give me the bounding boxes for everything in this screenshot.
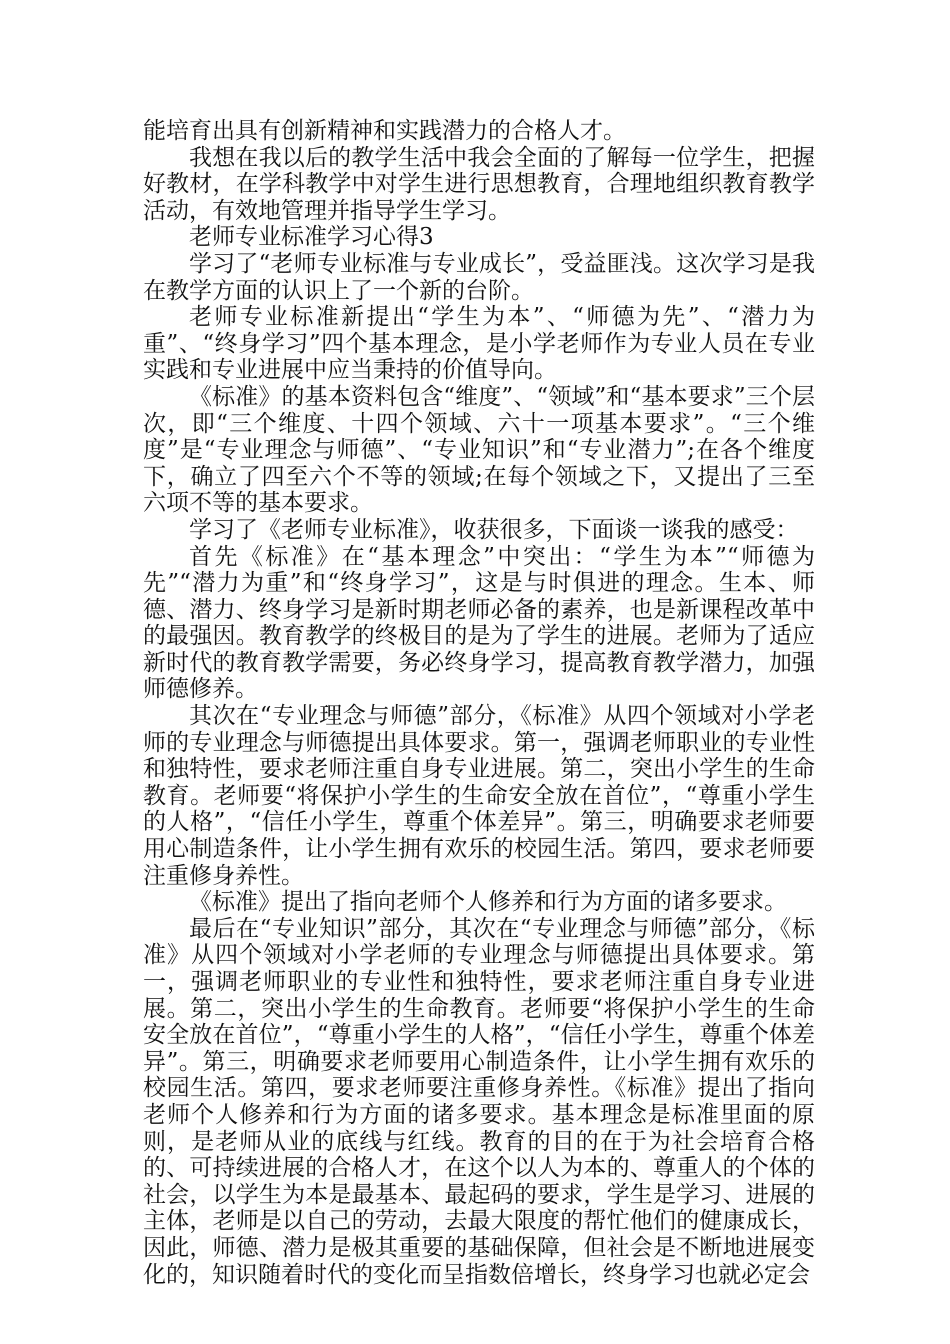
paragraph-6: 学习了《老师专业标准》，收获很多，下面谈一谈我的感受：	[189, 516, 799, 543]
paragraph-1: 能培育出具有创新精神和实践潜力的合格人才。	[143, 118, 626, 144]
section-heading: 老师专业标准学习心得3	[189, 224, 434, 251]
document-body	[143, 118, 815, 1288]
paragraph-4: 老师专业标准新提出“学生为本”、“师德为先”、“潜力为重”、“终身学习”四个基本理念，是小学老师作为专业人员在专业实践和专业进展中应当秉持的价值导向。	[143, 304, 815, 384]
paragraph-7: 首先《标准》在“基本理念”中突出：“学生为本”“师德为先”“潜力为重”和“终身学习”，这是与时俱进的理念。生本、师德、潜力、终身学习是新时期老师必备的素养，也是新课程改革中的最强因。教育教学的终极目的是为了学生的进展。老师为了适应新时代的教育教学需要，务必终身学习，提高教育教学潜力，加强师德修养。	[143, 543, 815, 703]
paragraph-8: 其次在“专业理念与师德”部分，《标准》从四个领域对小学老师的专业理念与师德提出具体要求。第一，强调老师职业的专业性和独特性，要求老师注重自身专业进展。第二，突出小学生的生命教育。老师要“将保护小学生的生命安全放在首位”，“尊重小学生的人格”，“信任小学生，尊重个体差异”。第三，明确要求老师要用心制造条件，让小学生拥有欢乐的校园生活。第四，要求老师要注重修身养性。	[143, 703, 815, 889]
paragraph-2: 我想在我以后的教学生活中我会全面的了解每一位学生，把握好教材，在学科教学中对学生进行思想教育，合理地组织教育教学活动，有效地管理并指导学生学习。	[143, 144, 815, 224]
paragraph-3: 学习了“老师专业标准与专业成长”，受益匪浅。这次学习是我在教学方面的认识上了一个新的台阶。	[143, 250, 815, 304]
paragraph-9: 《标准》提出了指向老师个人修养和行为方面的诸多要求。	[189, 889, 787, 916]
paragraph-5: 《标准》的基本资料包含“维度”、“领域”和“基本要求”三个层次，即“三个维度、十四个领域、六十一项基本要求”。“三个维度”是“专业理念与师德”、“专业知识”和“专业潜力”;在各个维度下，确立了四至六个不等的领域;在每个领域之下，又提出了三至六项不等的基本要求。	[143, 383, 815, 517]
paragraph-10: 最后在“专业知识”部分，其次在“专业理念与师德”部分，《标准》从四个领域对小学老师的专业理念与师德提出具体要求。第一，强调老师职业的专业性和独特性，要求老师注重自身专业进展。第二，突出小学生的生命教育。老师要“将保护小学生的生命安全放在首位”，“尊重小学生的人格”，“信任小学生，尊重个体差异”。第三，明确要求老师要用心制造条件，让小学生拥有欢乐的校园生活。第四，要求老师要注重修身养性。《标准》提出了指向老师个人修养和行为方面的诸多要求。基本理念是标准里面的原则，是老师从业的底线与红线。教育的目的在于为社会培育合格的、可持续进展的合格人才，在这个以人为本的、尊重人的个体的社会，以学生为本是最基本、最起码的要求，学生是学习、进展的主体，老师是以自己的劳动，去最大限度的帮忙他们的健康成长，因此，师德、潜力是极其重要的基础保障，但社会是不断地进展变化的，知识随着时代的变化而呈指数倍增长，终身学习也就必定会	[143, 915, 815, 1288]
